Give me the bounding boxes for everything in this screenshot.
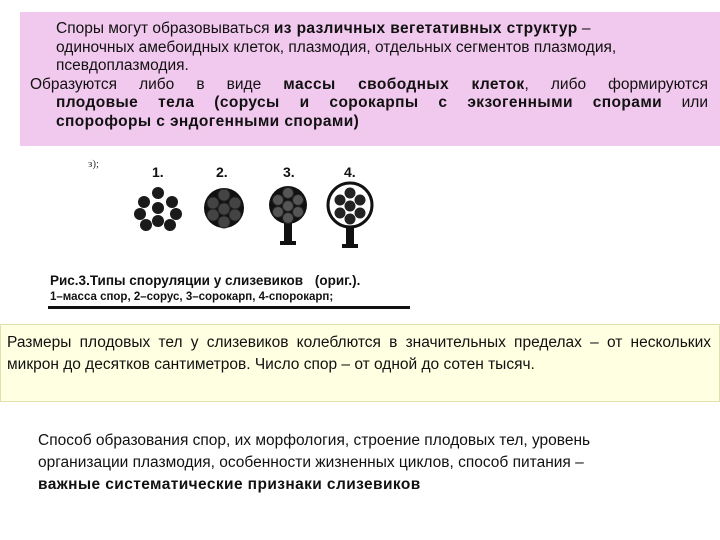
figure-label-1: 1.: [152, 164, 164, 180]
caption-rule: [48, 306, 410, 309]
sizes-paragraph: Размеры плодовых тел у слизевиков колеблются в значительных пределах – от нескольких микрон до десятков сантиметров. Число спор – от одной до сотен тысяч.: [7, 334, 711, 373]
features-text-block: [38, 430, 703, 496]
forms-text-tail: , либо формируются: [524, 75, 708, 93]
sorus-drawing: [204, 188, 244, 228]
fruiting-bodies-emphasis: плодовые тела (сорусы и сорокарпы с экзогенными спорами: [56, 94, 663, 112]
intro-dash: –: [577, 20, 591, 37]
caption-legend: 1–масса спор, 2–сорус, 3–сорокарп, 4-спорокарп;: [50, 291, 334, 303]
figure-caption: [50, 272, 430, 305]
features-line-1: Способ образования спор, их морфология, строение плодовых тел, уровень: [38, 432, 591, 449]
forms-line-1: [30, 76, 708, 95]
sorocarp-drawing: [269, 186, 307, 245]
caption-title: Рис.3.Типы споруляции у слизевиков: [50, 273, 304, 288]
features-line-2: организации плазмодия, особенности жизненных циклов, способ питания –: [38, 454, 584, 471]
figure-label-4: 4.: [344, 164, 356, 180]
intro-text: Споры могут образовываться: [56, 20, 274, 37]
sporophores-emphasis: спорофоры с эндогенными спорами): [56, 112, 360, 130]
caption-orig: (ориг.).: [314, 273, 361, 288]
intro-line-1: [30, 20, 708, 39]
features-line-3: важные систематические признаки слизевиков: [38, 476, 421, 493]
figure-label-2: 2.: [216, 164, 228, 180]
figure-label-3: 3.: [283, 164, 295, 180]
figure-corner-mark: з);: [88, 158, 100, 170]
forms-line-2: [30, 94, 708, 113]
spore-mass-drawing: [134, 187, 182, 231]
sizes-text-block: [0, 324, 720, 402]
forms-text: Образуются либо в виде: [30, 75, 284, 93]
forms-line-3: [30, 113, 708, 132]
intro-line-3: псевдоплазмодия.: [56, 57, 189, 75]
caption-title-line: [50, 272, 430, 290]
intro-emphasis: из различных вегетативных структур: [273, 20, 578, 37]
forms-or: или: [662, 94, 708, 112]
forms-emphasis: массы свободных клеток: [283, 75, 525, 93]
intro-line-2: одиночных амебоидных клеток, плазмодия, отдельных сегментов плазмодия,: [56, 38, 617, 56]
sporocarp-drawing: [328, 183, 372, 248]
intro-text-block: [20, 12, 720, 146]
